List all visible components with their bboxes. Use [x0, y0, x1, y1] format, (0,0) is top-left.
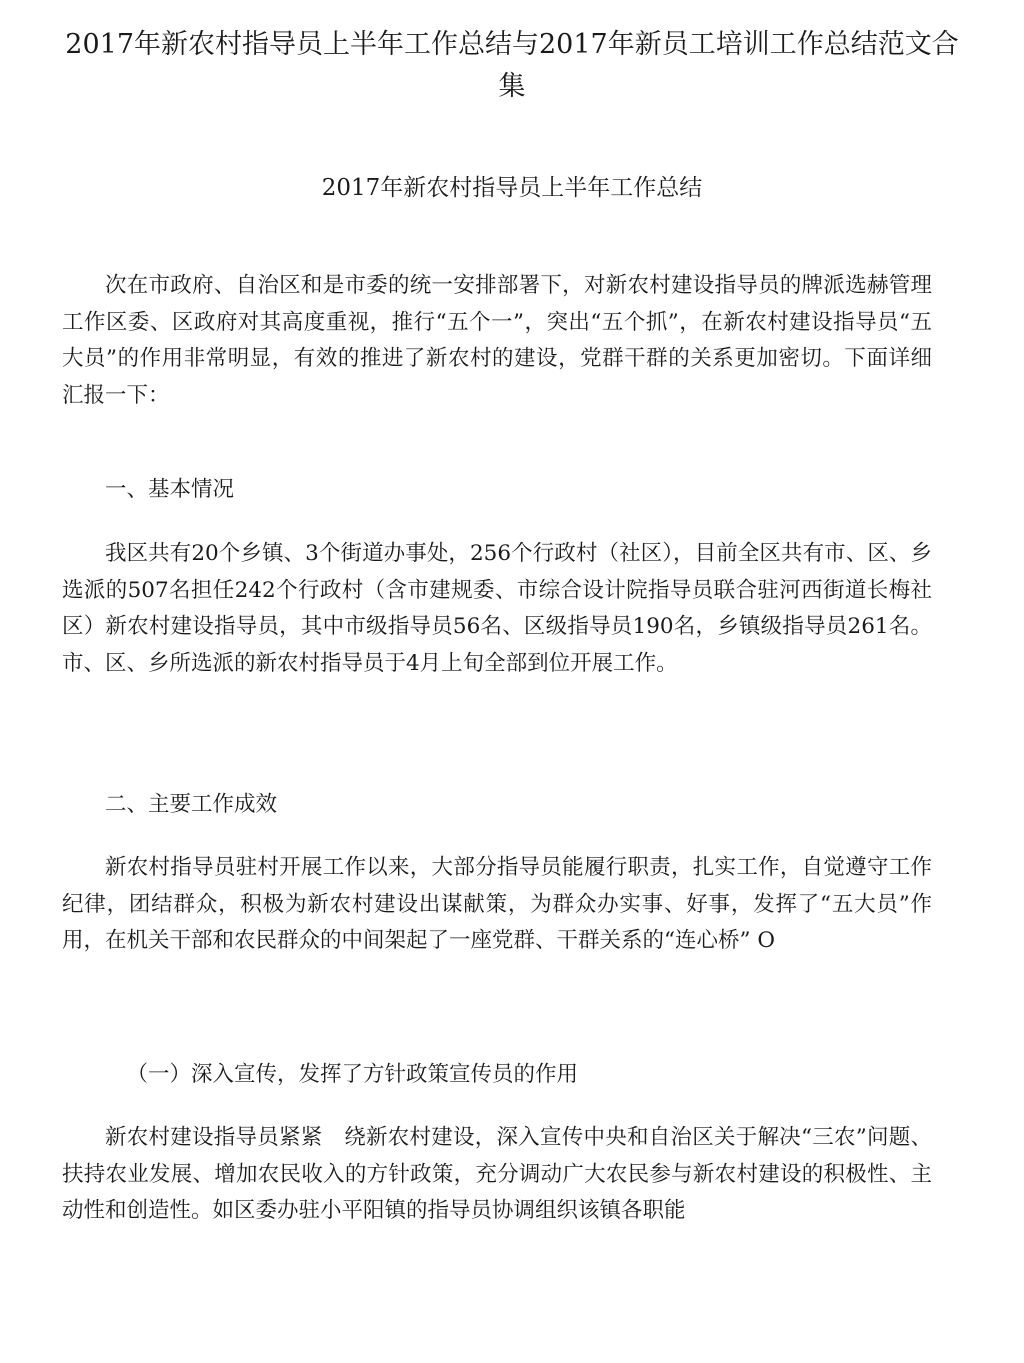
publicity-paragraph: 新农村建设指导员紧紧 绕新农村建设，深入宣传中央和自治区关于解决“三农”问题、扶持农业发展、增加农民收入的方针政策，充分调动广大农民参与新农村建设的积极性、主动性和创造性。如区委办驻小平阳镇的指导员协调组织该镇各职能: [62, 1125, 932, 1223]
document-title: 2017年新农村指导员上半年工作总结与2017年新员工培训工作总结范文合集: [65, 29, 959, 102]
heading-basic-situation: 一、基本情况: [105, 477, 235, 502]
section-title: 2017年新农村指导员上半年工作总结: [321, 175, 703, 201]
subheading-publicity: （一）深入宣传，发挥了方针政策宣传员的作用: [126, 1062, 579, 1087]
intro-paragraph: 次在市政府、自治区和是市委的统一安排部署下，对新农村建设指导员的牌派选赫管理工作区委、区政府对其高度重视，推行“五个一”，突出“五个抓”，在新农村建设指导员“五大员”的作用非常明显，有效的推进了新农村的建设，党群干群的关系更加密切。下面详细汇报一下：: [62, 273, 932, 408]
main-results-paragraph: 新农村指导员驻村开展工作以来，大部分指导员能履行职责，扎实工作，自觉遵守工作纪律，团结群众，积极为新农村建设出谋献策，为群众办实事、好事，发挥了“五大员”作用，在机关干部和农民群众的中间架起了一座党群、干群关系的“连心桥” O: [62, 855, 932, 953]
heading-main-results: 二、主要工作成效: [105, 792, 278, 817]
basic-situation-paragraph: 我区共有20个乡镇、3个街道办事处，256个行政村（社区），目前全区共有市、区、乡选派的507名担任242个行政村（含市建规委、市综合设计院指导员联合驻河西街道长梅社区）新农村建设指导员，其中市级指导员56名、区级指导员190名，乡镇级指导员261名。市、区、乡所选派的新农村指导员于4月上旬全部到位开展工作。: [62, 541, 932, 676]
